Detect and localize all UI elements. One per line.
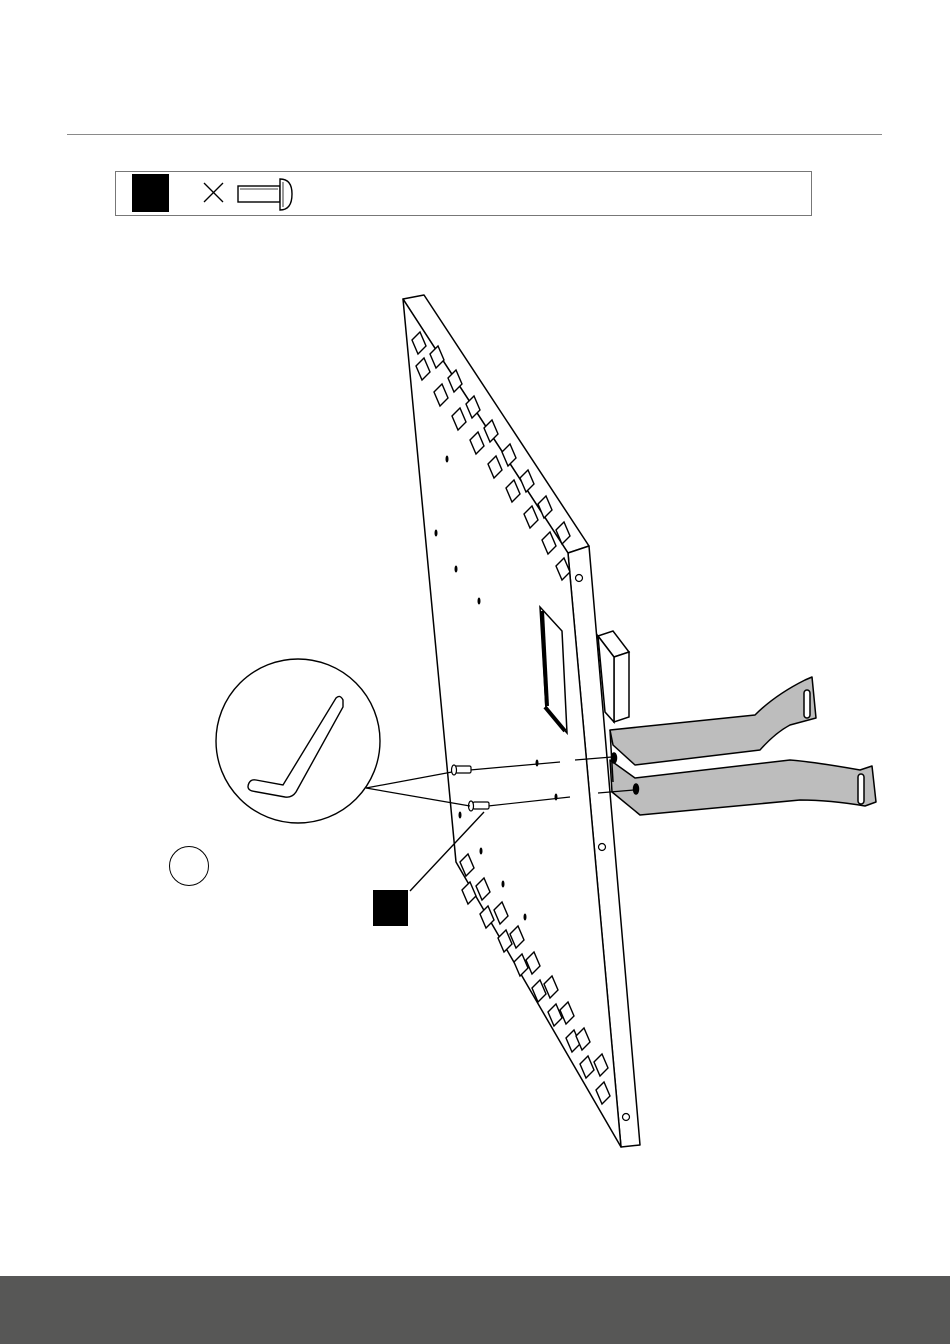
mounting-bracket [610,677,876,815]
tool-callout [216,659,470,823]
part-callout-badge [373,890,408,926]
step-number-circle [169,846,209,886]
tv-panel [403,295,640,1147]
page-footer-bar [0,1276,950,1344]
